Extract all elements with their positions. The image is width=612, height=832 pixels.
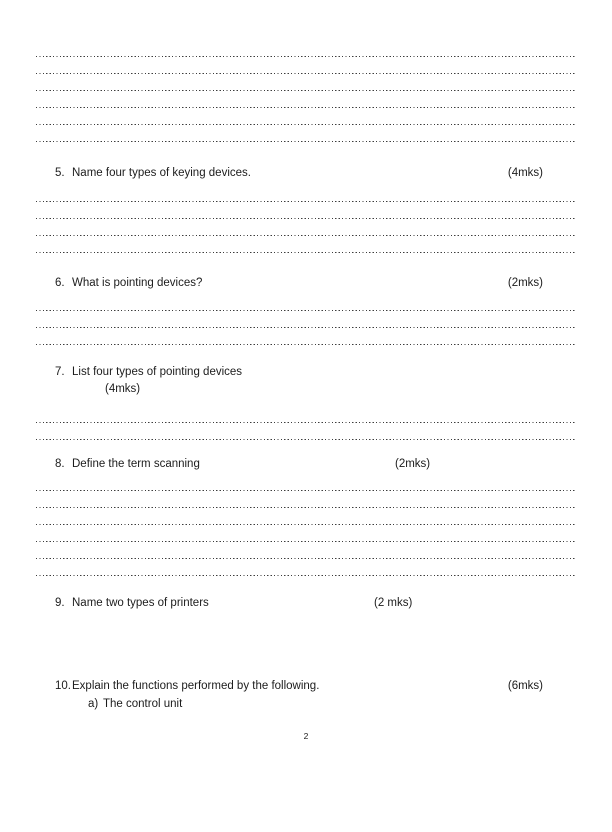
exam-paper-page — [0, 40, 612, 832]
question-7-text: List four types of pointing devices — [72, 366, 243, 378]
question-8-number: 8. — [55, 458, 65, 470]
question-9-marks: (2 mks) — [374, 597, 413, 609]
answer-lines-group-q7 — [36, 406, 576, 440]
page-number: 2 — [303, 731, 309, 741]
answer-line — [36, 91, 576, 108]
question-5-text: Name four types of keying devices. — [72, 167, 251, 179]
answer-line — [36, 40, 576, 57]
question-5-number: 5. — [55, 167, 65, 179]
answer-line — [36, 525, 576, 542]
answer-lines-group-q6 — [36, 294, 576, 345]
answer-line — [36, 219, 576, 236]
answer-line — [36, 542, 576, 559]
question-7 — [36, 365, 576, 380]
page-content — [0, 40, 612, 742]
question-10-sub-a — [36, 697, 576, 712]
question-7-marks: (4mks) — [105, 383, 141, 395]
question-8-marks: (2mks) — [395, 458, 431, 470]
question-6-number: 6. — [55, 277, 65, 289]
question-10 — [36, 679, 576, 694]
question-8-text: Define the term scanning — [72, 458, 200, 470]
answer-line — [36, 508, 576, 525]
answer-lines-group-q8 — [36, 474, 576, 576]
question-6-text: What is pointing devices? — [72, 277, 203, 289]
question-10-number: 10. — [55, 680, 71, 692]
answer-line — [36, 57, 576, 74]
answer-line — [36, 406, 576, 423]
question-10-text: Explain the functions performed by the following. — [72, 680, 320, 692]
question-9-text: Name two types of printers — [72, 597, 209, 609]
question-10-marks: (6mks) — [507, 680, 543, 692]
answer-line — [36, 423, 576, 440]
question-6-marks: (2mks) — [507, 277, 543, 289]
answer-line — [36, 294, 576, 311]
answer-line — [36, 202, 576, 219]
answer-line — [36, 125, 576, 142]
question-6 — [36, 276, 576, 291]
question-8 — [36, 457, 576, 472]
answer-line — [36, 236, 576, 253]
question-7-number: 7. — [55, 366, 65, 378]
answer-line — [36, 328, 576, 345]
answer-line — [36, 559, 576, 576]
answer-lines-group-top — [36, 40, 576, 142]
answer-line — [36, 491, 576, 508]
question-9-number: 9. — [55, 597, 65, 609]
question-10-sub-a-text: The control unit — [103, 698, 183, 710]
answer-line — [36, 311, 576, 328]
question-5 — [36, 166, 576, 181]
question-5-marks: (4mks) — [507, 167, 543, 179]
answer-line — [36, 74, 576, 91]
answer-line — [36, 108, 576, 125]
question-9 — [36, 596, 576, 611]
answer-lines-group-q5 — [36, 185, 576, 253]
question-10-sub-a-label: a) — [88, 698, 99, 710]
answer-line — [36, 185, 576, 202]
answer-line — [36, 474, 576, 491]
